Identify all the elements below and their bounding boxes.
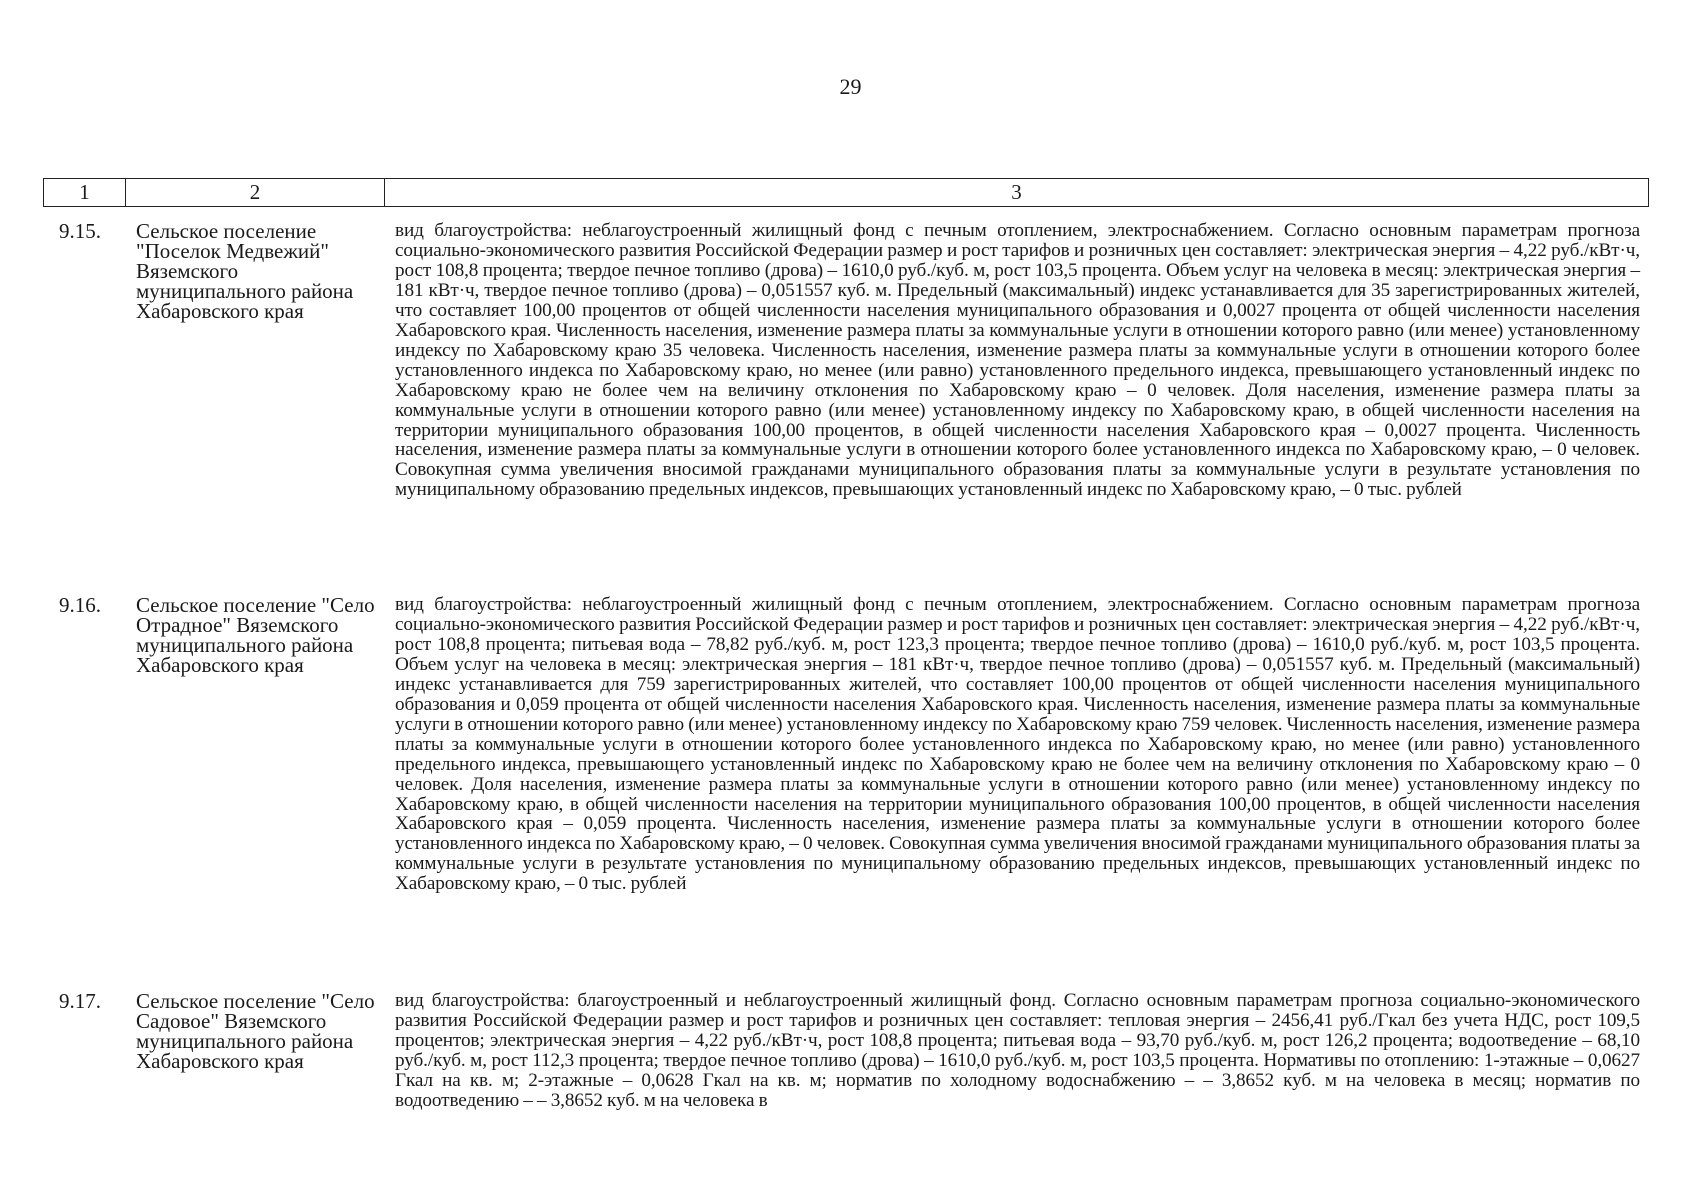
row-number: 9.16.	[59, 593, 101, 617]
table-header-row	[43, 178, 1649, 207]
settlement-name: Сельское поселение "Село Отрадное" Вяземского муниципального района Хабаровского края	[136, 593, 375, 677]
table-row	[43, 221, 1649, 581]
row-number: 9.17.	[59, 989, 101, 1013]
table-header-col-2: 2	[126, 179, 385, 206]
settlement-description: вид благоустройства: неблагоустроенный жилищный фонд с печным отоплением, электроснабжением. Согласно основным параметрам прогноза социально-экономического развития Российской Федерации размер и рост тарифов и розничных цен составляет: электрическая энергия – 4,22 руб./кВт·ч, рост 108,8 процента; питьевая вода – 78,82 руб./куб. м, рост 123,3 процента; твердое печное топливо (дрова) – 1610,0 руб./куб. м, рост 103,5 процента. Объем услуг на человека в месяц: электрическая энергия – 181 кВт·ч, твердое печное топливо (дрова) – 0,051557 куб. м. Предельный (максимальный) индекс устанавливается для 759 зарегистрированных жителей, что составляет 100,00 процентов от общей численности населения муниципального образования и 0,059 процента от общей численности населения Хабаровского края. Численность населения, изменение размера платы за коммунальные услуги в отношении которого равно (или менее) установленному индексу по Хабаровскому краю 759 человек. Численность населения, изменение размера платы за коммунальные услуги в отношении которого более установленного индекса по Хабаровскому краю, но менее (или равно) установленного предельного индекса, превышающего установленный индекс по Хабаровскому краю не более чем на величину отклонения по Хабаровскому краю – 0 человек. Доля населения, изменение размера платы за коммунальные услуги в отношении которого равно (или менее) установленному индексу по Хабаровскому краю, в общей численности населения на территории муниципального образования 100,00 процентов, в общей численности населения Хабаровского края – 0,059 процента. Численность населения, изменение размера платы за коммунальные услуги в отношении которого более установленного индекса по Хабаровскому краю, – 0 человек. Совокупная сумма увеличения вносимой гражданами муниципального образования платы за коммунальные услуги в результате установления по муниципальному образованию предельных индексов, превышающих установленный индекс по Хабаровскому краю, – 0 тыс. рублей	[395, 594, 1640, 895]
table-header-col-1: 1	[44, 179, 126, 206]
page-number: 29	[839, 74, 862, 99]
settlement-description: вид благоустройства: неблагоустроенный жилищный фонд с печным отоплением, электроснабжением. Согласно основным параметрам прогноза социально-экономического развития Российской Федерации размер и рост тарифов и розничных цен составляет: электрическая энергия – 4,22 руб./кВт·ч, рост 108,8 процента; твердое печное топливо (дрова) – 1610,0 руб./куб. м, рост 103,5 процента. Объем услуг на человека в месяц: электрическая энергия – 181 кВт·ч, твердое печное топливо (дрова) – 0,051557 куб. м. Предельный (максимальный) индекс устанавливается для 35 зарегистрированных жителей, что составляет 100,00 процентов от общей численности населения муниципального образования и 0,0027 процента от общей численности населения Хабаровского края. Численность населения, изменение размера платы за коммунальные услуги в отношении которого равно (или менее) установленному индексу по Хабаровскому краю 35 человека. Численность населения, изменение размера платы за коммунальные услуги в отношении которого более установленного индекса по Хабаровскому краю, но менее (или равно) установленного предельного индекса, превышающего установленный индекс по Хабаровскому краю не более чем на величину отклонения по Хабаровскому краю – 0 человек. Доля населения, изменение размера платы за коммунальные услуги в отношении которого равно (или менее) установленному индексу по Хабаровскому краю, в общей численности населения на территории муниципального образования 100,00 процентов, в общей численности населения Хабаровского края – 0,0027 процента. Численность населения, изменение размера платы за коммунальные услуги в отношении которого более установленного индекса по Хабаровскому краю, – 0 человек. Совокупная сумма увеличения вносимой гражданами муниципального образования платы за коммунальные услуги в результате установления по муниципальному образованию предельных индексов, превышающих установленный индекс по Хабаровскому краю, – 0 тыс. рублей	[395, 220, 1640, 501]
table-row	[43, 595, 1649, 975]
settlement-name: Сельское поселение "Село Садовое" Вяземского муниципального района Хабаровского края	[136, 989, 375, 1073]
table-header-col-3: 3	[1011, 180, 1022, 204]
row-number: 9.15.	[59, 219, 101, 243]
table-row	[43, 991, 1649, 1131]
settlement-description: вид благоустройства: благоустроенный и неблагоустроенный жилищный фонд. Согласно основным параметрам прогноза социально-экономического развития Российской Федерации размер и рост тарифов и розничных цен составляет: тепловая энергия – 2456,41 руб./Гкал без учета НДС, рост 109,5 процентов; электрическая энергия – 4,22 руб./кВт·ч, рост 108,8 процента; питьевая вода – 93,70 руб./куб. м, рост 126,2 процента; водоотведение – 68,10 руб./куб. м, рост 112,3 процента; твердое печное топливо (дрова) – 1610,0 руб./куб. м, рост 103,5 процента. Нормативы по отоплению: 1-этажные – 0,0627 Гкал на кв. м; 2-этажные – 0,0628 Гкал на кв. м; норматив по холодному водоснабжению – – 3,8652 куб. м на человека в месяц; норматив по водоотведению – – 3,8652 куб. м на человека в	[395, 990, 1640, 1111]
settlement-name: Сельское поселение "Поселок Медвежий" Вяземского муниципального района Хабаровского края	[136, 219, 354, 323]
